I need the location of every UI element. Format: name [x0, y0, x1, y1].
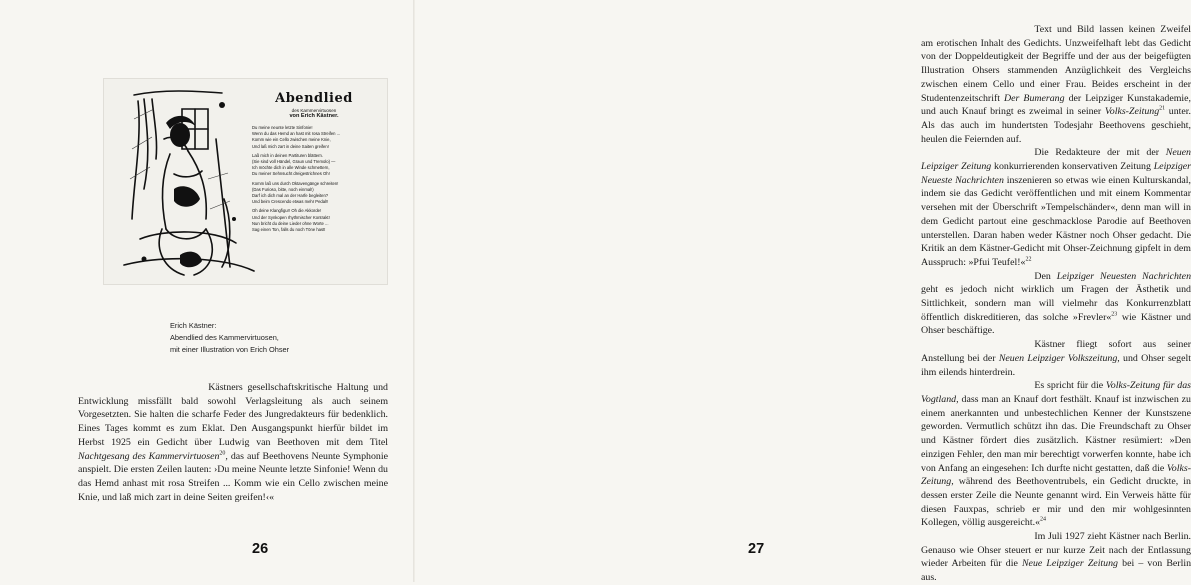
paragraph: Im Juli 1927 zieht Kästner nach Berlin. Genauso wie Ohser steuert er nur kurze Zeit nach der Entlassung wieder Arbeiten für die Neue Leipziger Zeitung bei – von Berlin aus.	[921, 531, 1191, 584]
poem-line: Laß mich in deinen Partituren blättern.	[252, 152, 323, 158]
left-body-text	[78, 381, 388, 504]
poem-line: Ich möchte dich in alle Winde schmettern,	[252, 165, 330, 171]
right-page	[414, 0, 1191, 584]
poem-line: (Sie sind voll Händel, Graun und Tremolo) —	[252, 159, 336, 165]
caption-line: Erich Kästner:	[170, 321, 217, 330]
poem-stanza	[252, 208, 384, 233]
poem-stanza	[252, 181, 384, 206]
page-number: 26	[252, 541, 269, 557]
poem-line: Sag einen Ton, falls du noch Töne hast!	[252, 227, 326, 233]
poem-line: Oh deine Klangfigur! Oh die Akkorde!	[252, 208, 322, 214]
paragraph: Kästner fliegt sofort aus seiner Anstellung bei der Neuen Leipziger Volkszeitung, und Ohser segelt ihm eilends hinterdrein.	[921, 339, 1191, 378]
footnote-ref[interactable]: 22	[1025, 256, 1032, 263]
poem-stanza	[252, 125, 384, 150]
footnote-ref[interactable]: 21	[1159, 105, 1166, 112]
poem-line: Du meiner Sehnsucht dreigestrichnes Oh!	[252, 171, 330, 177]
illustration-caption	[170, 320, 370, 356]
page-number: 27	[748, 541, 765, 557]
paragraph: Es spricht für die Volks-Zeitung für das Vogtland, dass man an Knauf dort festhält. Knauf ist inzwischen zu einem anerkannten und unbestechlichen Kenner der Kunstszene geworden. Vermutlich schützt ihn das. Die Freundschaft zu Ohser und Kästner fördert dies zusätzlich. Kästner resümiert: »Den einzigen Fehler, den man mir berechtigt vorwerfen konnte, habe ich von Anfang an eingesehen: Ich durfte nicht gestatten, daß die Volks-Zeitung, während des Beethoventrubels, ein Gedicht druckte, in dessen erster Zeile die Neunte genannt wird. Ein Verweis hätte für diesen Fauxpas, schrieb er mir und den mir wohlgesinnten Kollegen, völlig ausgereicht.«$^{24}$	[921, 380, 1191, 529]
footnote-ref[interactable]: 23	[1111, 311, 1118, 318]
poem-line: Und beim Crescendo etwas mehr Pedal!!	[252, 199, 329, 205]
left-page	[0, 0, 414, 582]
poem-subtitle: des Kammervirtuosen	[291, 108, 337, 113]
poem-line: Wenn du das Hemd an hast mit rosa Streifen ...	[252, 131, 341, 137]
poem-line: Du meine neunte letzte Sinfonie!	[252, 125, 313, 130]
paragraph: Text und Bild lassen keinen Zweifel am erotischen Inhalt des Gedichts. Unzweifelhaft lebt das Gedicht von der Doppeldeutigkeit der Begriffe und der aus der beigefügten Illustration Ohsers stammenden Anzüglichkeit des Vergleichs zwischen einem Cello und einer Frau. Beides erscheint in der Studentenzeitschrift Der Bumerang der Leipziger Kunstakademie, und auch Knauf bringt es zweimal in seiner Volks-Zeitung$^{21}$ unter. Als das auch im hundertsten Todesjahr Beethovens geschieht, heulen die Feiernden auf.	[921, 24, 1191, 145]
poem-text	[252, 125, 384, 233]
caption-line: Abendlied des Kammervirtuosen,	[170, 333, 279, 342]
poem-line: (Das Furioso, bitte, noch einmal!)	[252, 186, 314, 192]
poem-line: Darf ich dich mal an der Harfe begleiten?	[252, 193, 329, 199]
paragraph: Die Redakteure der mit der Neuen Leipziger Zeitung konkurrierenden konservativen Zeitung Leipziger Neueste Nachrichten inszenieren so etwas wie einen Kulturskandal, indem sie das Gedicht veröffentlichen und mit einem Kommentar versehen mit der Überschrift »Tempelschänder«, denn man will in dem Gedicht partout eine geschmacklose Parodie auf Beethoven unterstellen. Daran haben weder Kästner noch Ohser gedacht. Die Kritik an dem Kästner-Gedicht mit Ohser-Zeichnung gipfelt in dem Ausspruch: »Pfui Teufel!«$^{22}$	[921, 147, 1191, 268]
poem-line: Komm laß uns durch Oktavengänge schreiten!	[252, 180, 339, 186]
caption-line: mit einer Illustration von Erich Ohser	[170, 345, 290, 354]
footnote-ref[interactable]: 20	[219, 450, 226, 457]
paragraph: Den Leipziger Neuesten Nachrichten geht es jedoch nicht wirklich um Fragen der Ästhetik und Sittlichkeit, sondern man will vielmehr das Konkurrenzblatt öffentlich diskreditieren, das solche »Frevler«$^{23}$ wie Kästner und Ohser beschäftige.	[921, 270, 1191, 337]
footnote-ref[interactable]: 24	[1040, 517, 1047, 524]
paragraph: Kästners gesellschaftskritische Haltung und Entwicklung missfällt bald sowohl Verlagsleitung als auch seinem Vorgesetzten. Sie halten die scharfe Feder des Jungredakteurs für bedenklich. Eines Tages kommt es zum Eklat. Den Ausgangspunkt hierfür bildet im Herbst 1925 ein Gedicht über Ludwig van Beethoven mit dem Titel Nachtgesang des Kammervirtuosen$^{20}$, das auf Beethovens Neunte Symphonie anspielt. Die ersten Zeilen lauten: ›Du meine Neunte letzte Sinfonie! Wenn du das Hemd anhast mit rosa Streifen ... Komm wie ein Cello zwischen meine Knie, und laß mich zart in deine Seiten greifen!‹«	[78, 382, 388, 503]
poem-line: Komm wie ein Cello zwischen meine Knie,	[252, 137, 331, 143]
poem-stanza	[252, 153, 384, 178]
poem-title: Abendlied	[275, 91, 353, 106]
poem-line: Nun bricht du deine Lieder ohne Worte ...	[252, 220, 329, 226]
poem-author: von Erich Kästner.	[289, 113, 339, 119]
poem-line: Und laß mich zart in deine Saiten greifen!	[252, 143, 329, 149]
poem-illustration	[103, 78, 388, 285]
poem-line: Und der Synkopen rhythmischer Kontrakt!	[252, 214, 330, 220]
right-body-text	[921, 23, 1191, 585]
